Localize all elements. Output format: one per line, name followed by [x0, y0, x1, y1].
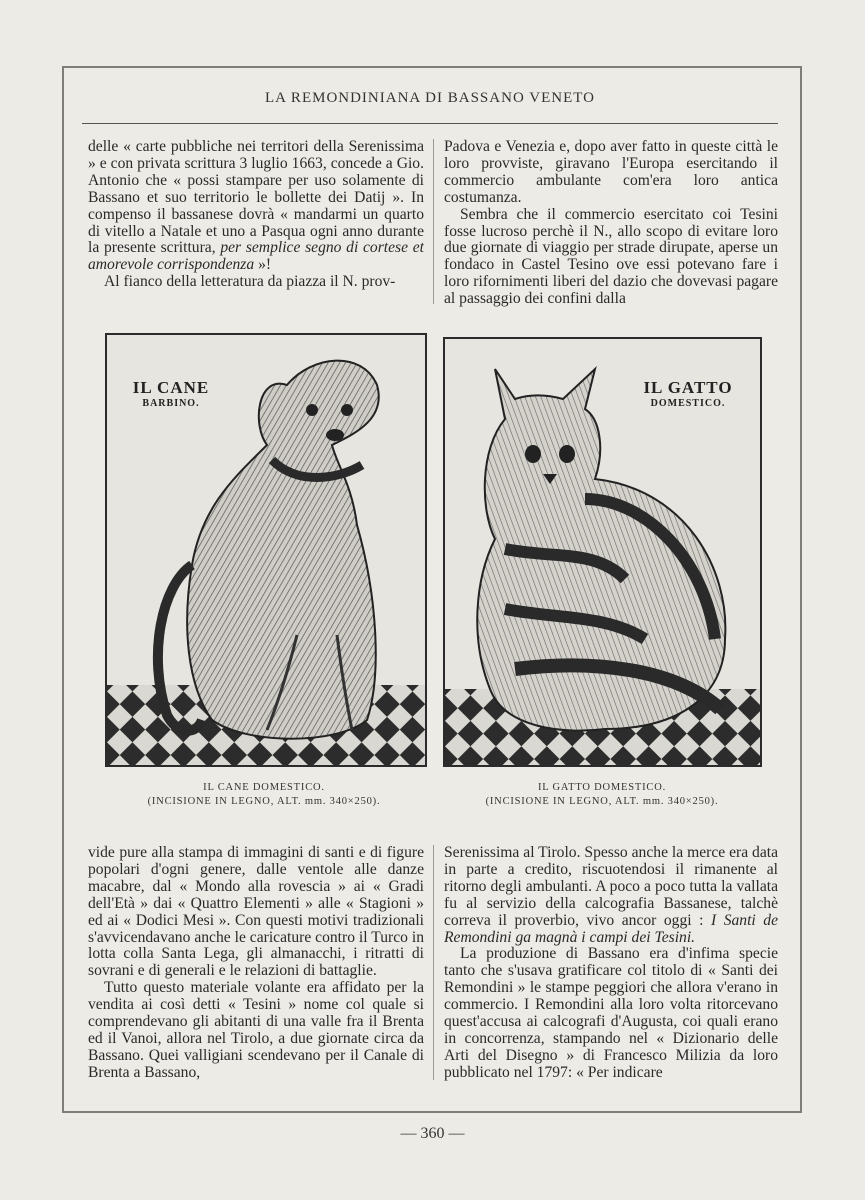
paragraph: Al fianco della letteratura da piazza il N. prov- — [104, 273, 396, 291]
dog-plate-label: IL CANE BARBINO. — [132, 378, 210, 409]
column-bottom-right — [444, 845, 778, 1085]
figure-dog-woodcut — [105, 333, 427, 767]
paragraph: Sembra che il commercio esercitato coi Tesini fosse lucroso perchè il N., allo scopo di evitare loro due giornate di viaggio per strade dirupate, aperse un fondaco in Castel Tesino ove essi potevano fare i loro rifornimenti liberi del dazio che dovevasi pagare al passaggio dei confini dalla — [444, 205, 778, 308]
figure-cat-woodcut — [443, 337, 762, 767]
column-top-right — [444, 139, 778, 309]
paragraph: Serenissima al Tirolo. Spesso anche la merce era data in parte a credito, riscuotendosi il rimanente al ritorno degli ambulanti. A poco a poco tutta la vallata fu al servizio della calcografia Bassanese, talchè correva il proverbio, vivo ancor oggi : I Santi de Remondini ga magnà i campi dei Tesini. — [444, 845, 778, 946]
paragraph: delle « carte pubbliche nei territori della Serenissima » e con privata scrittura 3 luglio 1663, concede a Gio. Antonio che « possi stampare per uso solamente di Bassano et suo territorio le bollette dei Datij ». In compenso il bassanese dovrà « mandarmi un quarto di vitello a Natale et uno a Pasqua ogni anno durante la presente scrittura, per semplice segno di cortese et amorevole corrispondenza »! — [88, 139, 424, 274]
dog-caption: IL CANE DOMESTICO. (INCISIONE IN LEGNO, ALT. mm. 340×250). — [147, 782, 381, 807]
page-number: — 360 — — [400, 1125, 465, 1142]
column-top-left — [88, 139, 424, 309]
running-header: LA REMONDINIANA DI BASSANO VENETO — [265, 90, 595, 106]
column-divider — [433, 139, 434, 304]
paragraph: Padova e Venezia e, dopo aver fatto in queste città le loro provviste, giravano l'Europa esercitando il commercio ambulante com'era loro antica costumanza. — [444, 139, 778, 206]
header-rule — [82, 123, 778, 124]
column-bottom-left — [88, 845, 424, 1085]
paragraph: La produzione di Bassano era d'infima specie tanto che s'usava gratificare col titolo di « Santi dei Remondini » le stampe peggiori che allora v'erano in commercio. I Remondini alla loro volta ritorcevano quest'accusa ai calcografi d'Augusta, coi quali erano in concorrenza, stampando nel « Dizionario delle Arti del Disegno » di Francesco Milizia da loro pubblicato nel 1797: « Per indicare — [444, 945, 778, 1081]
paragraph: Tutto questo materiale volante era affidato per la vendita ai così detti « Tesini » nome col quale si comprendevano gli abitanti di una valle fra il Brenta ed il Vanoi, allora nel Tirolo, a due giornate circa da Bassano. Quei valligiani scendevano per il Canale di Brenta a Bassano, — [88, 979, 424, 1081]
paragraph: vide pure alla stampa di immagini di santi e di figure popolari d'ogni genere, dalle ventole alle danze macabre, dal « Mondo alla rovescia » ai « Gradi dell'Età » dai « Quattro Elementi » alle « Stagioni » ed ai « Dodici Mesi ». Con questi motivi tradizionali s'avvicendavano anche le caricature contro il Turco in lotta colla Santa Lega, gli almanacchi, i ritratti di sovrani e di generali e le relazioni di battaglie. — [88, 845, 424, 980]
cat-caption: IL GATTO DOMESTICO. (INCISIONE IN LEGNO, ALT. mm. 340×250). — [485, 782, 719, 807]
cat-plate-label: IL GATTO DOMESTICO. — [643, 378, 733, 409]
column-divider — [433, 845, 434, 1080]
